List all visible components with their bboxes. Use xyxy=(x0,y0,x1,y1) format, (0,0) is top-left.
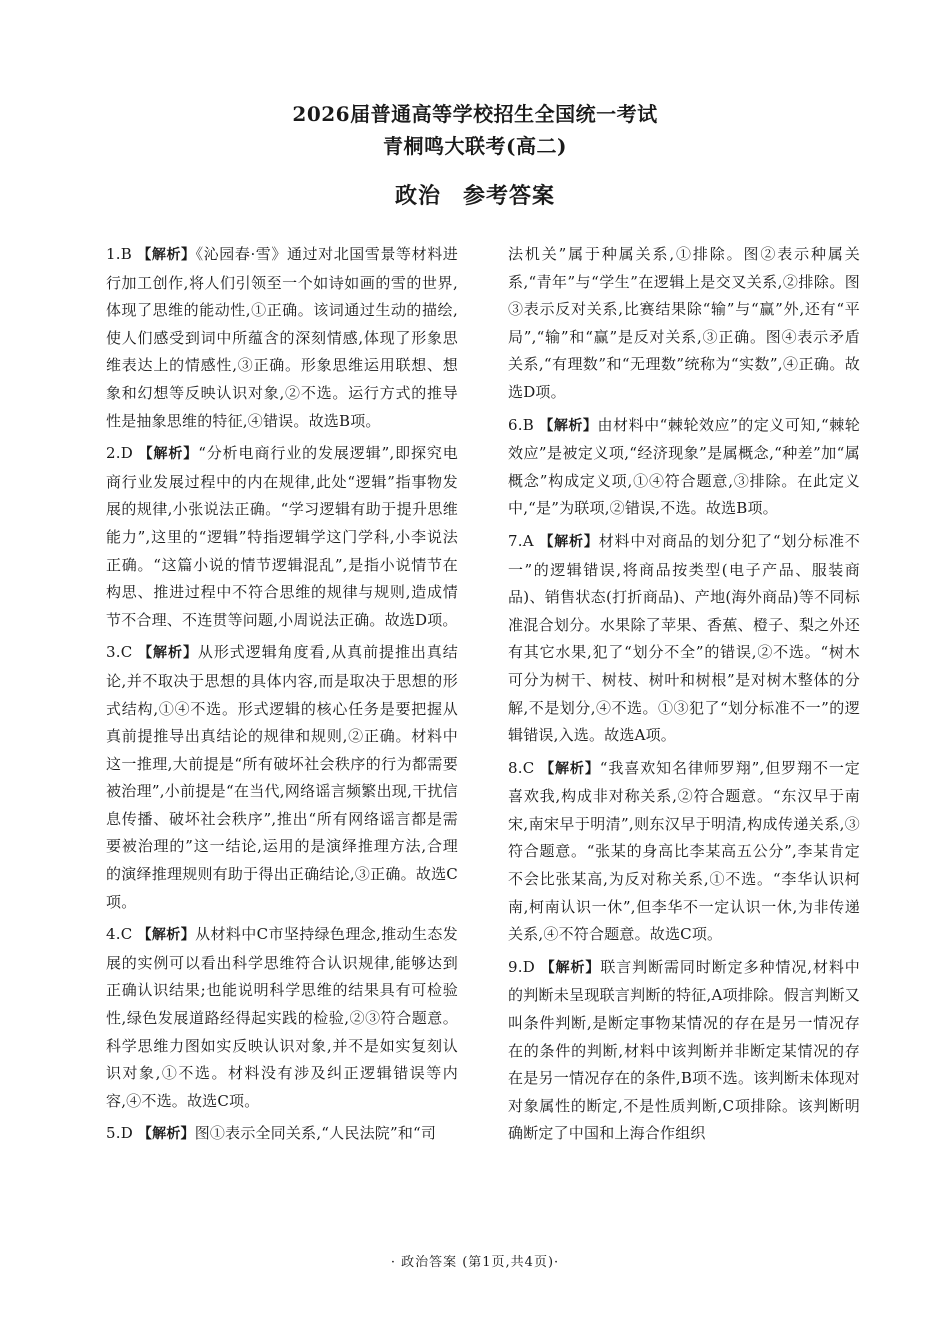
answer-item xyxy=(508,755,860,949)
analysis-label: 【解析】 xyxy=(137,1126,195,1143)
answer-text: 由材料中“棘轮效应”的定义可知,“棘轮效应”是被定义项,“经济现象”是属概念,“种差”加“属概念”构成定义项,①④符合题意,③排除。在此定义中,“是”为联项,②错误,不选。故选B项。 xyxy=(508,415,860,518)
exam-title: 2026届普通高等学校招生全国统一考试 xyxy=(292,102,658,126)
answer-text: 《沁园春·雪》通过对北国雪景等材料进行加工创作,将人们引领至一个如诗如画的雪的世界,体现了思维的能动性,①正确。该词通过生动的描绘,使人们感受到词中所蕴含的深刻情感,体现了形象思维表达上的情感性,③正确。形象思维运用联想、想象和幻想等反映认识对象,②不选。运行方式的推导性是抽象思维的特征,④错误。故选B项。 xyxy=(106,245,458,430)
left-column xyxy=(106,241,458,1154)
doc-type: 参考答案 xyxy=(463,183,556,209)
right-column xyxy=(508,241,860,1153)
answer-number: 2.D xyxy=(106,444,133,463)
subject-name: 政治 xyxy=(394,183,441,209)
answer-item xyxy=(508,412,860,523)
analysis-label: 【解析】 xyxy=(137,247,196,263)
answer-item xyxy=(106,1120,458,1149)
answer-number: 4.C xyxy=(106,925,133,944)
answer-number: 7.A xyxy=(508,531,534,550)
analysis-label: 【解析】 xyxy=(138,446,199,463)
analysis-label: 【解析】 xyxy=(539,533,599,550)
answer-number: 6.B xyxy=(508,415,534,434)
answer-text: 材料中对商品的划分犯了“划分标准不一”的逻辑错误,将商品按类型(电子产品、服装商品)、销售状态(打折商品)、产地(海外商品)等不同标准混合划分。水果除了苹果、香蕉、橙子、梨之外还有其它水果,犯了“划分不全”的错误,②不选。“树木可分为树干、树枝、树叶和树根”是对树木整体的分解,不是划分,④不选。①③犯了“划分标准不一”的逻辑错误,入选。故选A项。 xyxy=(508,531,860,745)
answer-number: 3.C xyxy=(106,643,133,662)
answer-item xyxy=(508,954,860,1148)
answer-text: 从形式逻辑角度看,从真前提推出真结论,并不取决于思想的具体内容,而是取决于思想的形式结构,①④不选。形式逻辑的核心任务是要把握从真前提推导出真结论的规律和规则,②正确。材料中这一推理,大前提是“所有破坏社会秩序的行为都需要被治理”,小前提是“在当代,网络谣言频繁出现,干扰信息传播、破坏社会秩序”,推出“所有网络谣言都是需要被治理的”这一结论,运用的是演绎推理方法,合理的演绎推理规则有助于得出正确结论,③正确。故选C项。 xyxy=(106,643,459,911)
answer-item xyxy=(106,241,458,435)
page-header xyxy=(0,98,950,216)
answer-number: 1.B xyxy=(106,245,132,263)
answer-item xyxy=(106,440,458,634)
answer-item-continued xyxy=(508,241,860,407)
analysis-label: 【解析】 xyxy=(540,959,601,976)
page-footer: · 政治答案 (第1页,共4页)· xyxy=(390,1255,560,1270)
analysis-label: 【解析】 xyxy=(137,927,196,944)
analysis-label: 【解析】 xyxy=(539,417,598,434)
answer-item xyxy=(106,639,458,916)
answer-number: 8.C xyxy=(508,758,535,777)
answer-text: “我喜欢知名律师罗翔”,但罗翔不一定喜欢我,构成非对称关系,②符合题意。“东汉早于南宋,南宋早于明清”,则东汉早于明清,构成传递关系,③符合题意。“张某的身高比李某高五公分”,李某肯定不会比张某高,为反对称关系,①不选。“李华认识柯南,柯南认识一休”,但李华不一定认识一休,为非传递关系,④不符合题意。故选C项。 xyxy=(508,758,860,944)
exam-subtitle: 青桐鸣大联考(高二) xyxy=(383,134,567,158)
answer-item xyxy=(508,528,860,750)
analysis-label: 【解析】 xyxy=(138,645,198,662)
answer-text: 联言判断需同时断定多种情况,材料中的判断未呈现联言判断的特征,A项排除。假言判断又叫条件判断,是断定事物某情况的存在是另一情况存在的条件的判断,材料中该判断并非断定某情况的存在是另一情况存在的条件,B项不选。该判断未体现对对象属性的断定,不是性质判断,C项排除。该判断明确断定了中国和上海合作组织 xyxy=(508,957,860,1143)
answer-item xyxy=(106,921,458,1115)
subject-heading xyxy=(0,176,950,216)
answer-number: 9.D xyxy=(508,957,535,976)
answer-text: 从材料中C市坚持绿色理念,推动生态发展的实例可以看出科学思维符合认识规律,能够达到正确认识结果;也能说明科学思维的结果具有可检验性,绿色发展道路经得起实践的检验,②③符合题意。科学思维力图如实反映认识对象,并不是如实复刻认识对象,①不选。材料没有涉及纠正逻辑错误等内容,④不选。故选C项。 xyxy=(106,925,458,1110)
answer-columns xyxy=(0,241,950,1271)
answer-text: “分析电商行业的发展逻辑”,即探究电商行业发展过程中的内在规律,此处“逻辑”指事物发展的规律,小张说法正确。“学习逻辑有助于提升思维能力”,这里的“逻辑”特指逻辑学这门学科,小李说法正确。“这篇小说的情节逻辑混乱”,是指小说情节在构思、推进过程中不符合思维的规律与规则,造成情节不合理、不连贯等问题,小周说法正确。故选D项。 xyxy=(106,444,458,629)
answer-number: 5.D xyxy=(106,1124,133,1143)
analysis-label: 【解析】 xyxy=(540,760,600,777)
answer-text: 法机关”属于种属关系,①排除。图②表示种属关系,“青年”与“学生”在逻辑上是交叉关系,②排除。图③表示反对关系,比赛结果除“输”与“赢”外,还有“平局”,“输”和“赢”是反对关系,③正确。图④表示矛盾关系,“有理数”和“无理数”统称为“实数”,④正确。故选D项。 xyxy=(508,245,860,401)
answer-text: 图①表示全同关系,“人民法院”和“司 xyxy=(194,1124,437,1143)
